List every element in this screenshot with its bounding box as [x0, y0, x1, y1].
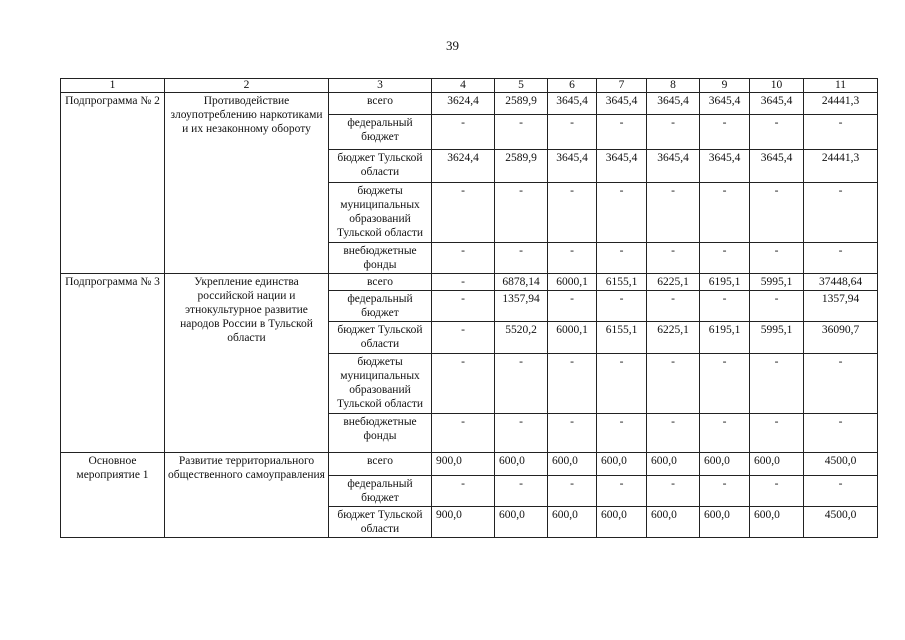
budget-table [60, 78, 878, 538]
value-cell: - [495, 243, 548, 274]
value-cell: 4500,0 [804, 453, 878, 476]
value-cell: - [495, 354, 548, 414]
value-cell: 6155,1 [597, 274, 647, 291]
value-cell: - [750, 354, 804, 414]
value-cell: - [647, 291, 700, 322]
funding-source-cell: бюджеты муниципальных образований Тульской области [329, 354, 432, 414]
value-cell: 24441,3 [804, 93, 878, 115]
value-cell: - [597, 476, 647, 507]
column-header: 1 [61, 79, 165, 93]
value-cell: 36090,7 [804, 322, 878, 354]
value-cell: - [750, 291, 804, 322]
value-cell: - [432, 183, 495, 243]
value-cell: 4500,0 [804, 507, 878, 538]
value-cell: 3624,4 [432, 150, 495, 183]
value-cell: 3645,4 [597, 150, 647, 183]
value-cell: 3624,4 [432, 93, 495, 115]
value-cell: 5520,2 [495, 322, 548, 354]
value-cell: - [700, 354, 750, 414]
value-cell: - [647, 183, 700, 243]
value-cell: - [700, 291, 750, 322]
value-cell: 600,0 [647, 453, 700, 476]
value-cell: 37448,64 [804, 274, 878, 291]
value-cell: 6878,14 [495, 274, 548, 291]
value-cell: - [700, 183, 750, 243]
funding-source-cell: всего [329, 274, 432, 291]
column-header: 4 [432, 79, 495, 93]
value-cell: - [750, 414, 804, 453]
funding-source-cell: федеральный бюджет [329, 115, 432, 150]
value-cell: - [495, 183, 548, 243]
column-header: 9 [700, 79, 750, 93]
value-cell: - [495, 476, 548, 507]
header-row [61, 79, 878, 93]
value-cell: - [750, 183, 804, 243]
value-cell: 600,0 [548, 507, 597, 538]
funding-source-cell: внебюджетные фонды [329, 243, 432, 274]
value-cell: - [647, 414, 700, 453]
column-header: 10 [750, 79, 804, 93]
funding-source-cell: внебюджетные фонды [329, 414, 432, 453]
value-cell: - [700, 414, 750, 453]
column-header: 7 [597, 79, 647, 93]
program-name-cell: Подпрограмма № 2 [61, 93, 165, 274]
program-title-cell: Укрепление единства российской нации и этнокультурное развитие народов России в Тульской области [165, 274, 329, 453]
value-cell: 3645,4 [647, 150, 700, 183]
value-cell: 900,0 [432, 453, 495, 476]
value-cell: 5995,1 [750, 322, 804, 354]
program-title-cell: Противодействие злоупотреблению наркотиками и их незаконному обороту [165, 93, 329, 274]
value-cell: - [750, 115, 804, 150]
value-cell: 6225,1 [647, 274, 700, 291]
program-name-cell: Основное мероприятие 1 [61, 453, 165, 538]
value-cell: 900,0 [432, 507, 495, 538]
value-cell: - [548, 414, 597, 453]
value-cell: - [700, 243, 750, 274]
value-cell: 600,0 [647, 507, 700, 538]
value-cell: - [647, 476, 700, 507]
value-cell: 6225,1 [647, 322, 700, 354]
column-header: 3 [329, 79, 432, 93]
value-cell: 1357,94 [804, 291, 878, 322]
value-cell: 6000,1 [548, 274, 597, 291]
value-cell: - [647, 115, 700, 150]
value-cell: 2589,9 [495, 93, 548, 115]
value-cell: - [597, 243, 647, 274]
page-number: 39 [446, 38, 459, 53]
value-cell: 3645,4 [750, 150, 804, 183]
funding-source-cell: бюджет Тульской области [329, 322, 432, 354]
value-cell: - [597, 183, 647, 243]
value-cell: - [548, 183, 597, 243]
value-cell: 24441,3 [804, 150, 878, 183]
value-cell: 3645,4 [750, 93, 804, 115]
value-cell: - [432, 115, 495, 150]
value-cell: - [548, 243, 597, 274]
value-cell: - [804, 354, 878, 414]
value-cell: - [647, 243, 700, 274]
value-cell: 600,0 [495, 507, 548, 538]
value-cell: 6195,1 [700, 322, 750, 354]
value-cell: - [495, 115, 548, 150]
funding-source-cell: всего [329, 453, 432, 476]
value-cell: 1357,94 [495, 291, 548, 322]
value-cell: 6155,1 [597, 322, 647, 354]
program-title-cell: Развитие территориального общественного самоуправления [165, 453, 329, 538]
value-cell: 600,0 [495, 453, 548, 476]
value-cell: 6195,1 [700, 274, 750, 291]
value-cell: - [597, 414, 647, 453]
table-row [61, 453, 878, 476]
column-header: 11 [804, 79, 878, 93]
value-cell: - [700, 115, 750, 150]
value-cell: 600,0 [548, 453, 597, 476]
value-cell: 6000,1 [548, 322, 597, 354]
column-header: 2 [165, 79, 329, 93]
funding-source-cell: бюджеты муниципальных образований Тульской области [329, 183, 432, 243]
value-cell: - [804, 183, 878, 243]
funding-source-cell: бюджет Тульской области [329, 507, 432, 538]
value-cell: - [432, 414, 495, 453]
funding-source-cell: федеральный бюджет [329, 476, 432, 507]
table-row [61, 274, 878, 291]
value-cell: 3645,4 [548, 150, 597, 183]
value-cell: - [804, 414, 878, 453]
funding-source-cell: всего [329, 93, 432, 115]
value-cell: - [432, 291, 495, 322]
column-header: 6 [548, 79, 597, 93]
column-header: 5 [495, 79, 548, 93]
value-cell: 5995,1 [750, 274, 804, 291]
value-cell: - [647, 354, 700, 414]
value-cell: 600,0 [597, 453, 647, 476]
value-cell: 3645,4 [548, 93, 597, 115]
value-cell: 2589,9 [495, 150, 548, 183]
value-cell: - [750, 476, 804, 507]
program-name-cell: Подпрограмма № 3 [61, 274, 165, 453]
value-cell: - [750, 243, 804, 274]
table-row [61, 93, 878, 115]
value-cell: - [700, 476, 750, 507]
value-cell: 600,0 [700, 453, 750, 476]
value-cell: 600,0 [700, 507, 750, 538]
value-cell: - [432, 354, 495, 414]
value-cell: 3645,4 [700, 150, 750, 183]
value-cell: 600,0 [750, 507, 804, 538]
value-cell: - [432, 243, 495, 274]
value-cell: - [495, 414, 548, 453]
value-cell: - [597, 291, 647, 322]
value-cell: - [804, 115, 878, 150]
value-cell: - [432, 476, 495, 507]
value-cell: - [548, 354, 597, 414]
value-cell: - [597, 354, 647, 414]
value-cell: - [597, 115, 647, 150]
value-cell: 3645,4 [647, 93, 700, 115]
funding-source-cell: бюджет Тульской области [329, 150, 432, 183]
column-header: 8 [647, 79, 700, 93]
value-cell: - [548, 291, 597, 322]
funding-source-cell: федеральный бюджет [329, 291, 432, 322]
value-cell: - [432, 274, 495, 291]
value-cell: - [804, 476, 878, 507]
value-cell: 600,0 [750, 453, 804, 476]
value-cell: - [432, 322, 495, 354]
value-cell: - [548, 476, 597, 507]
value-cell: - [804, 243, 878, 274]
value-cell: 3645,4 [700, 93, 750, 115]
value-cell: - [548, 115, 597, 150]
value-cell: 3645,4 [597, 93, 647, 115]
value-cell: 600,0 [597, 507, 647, 538]
